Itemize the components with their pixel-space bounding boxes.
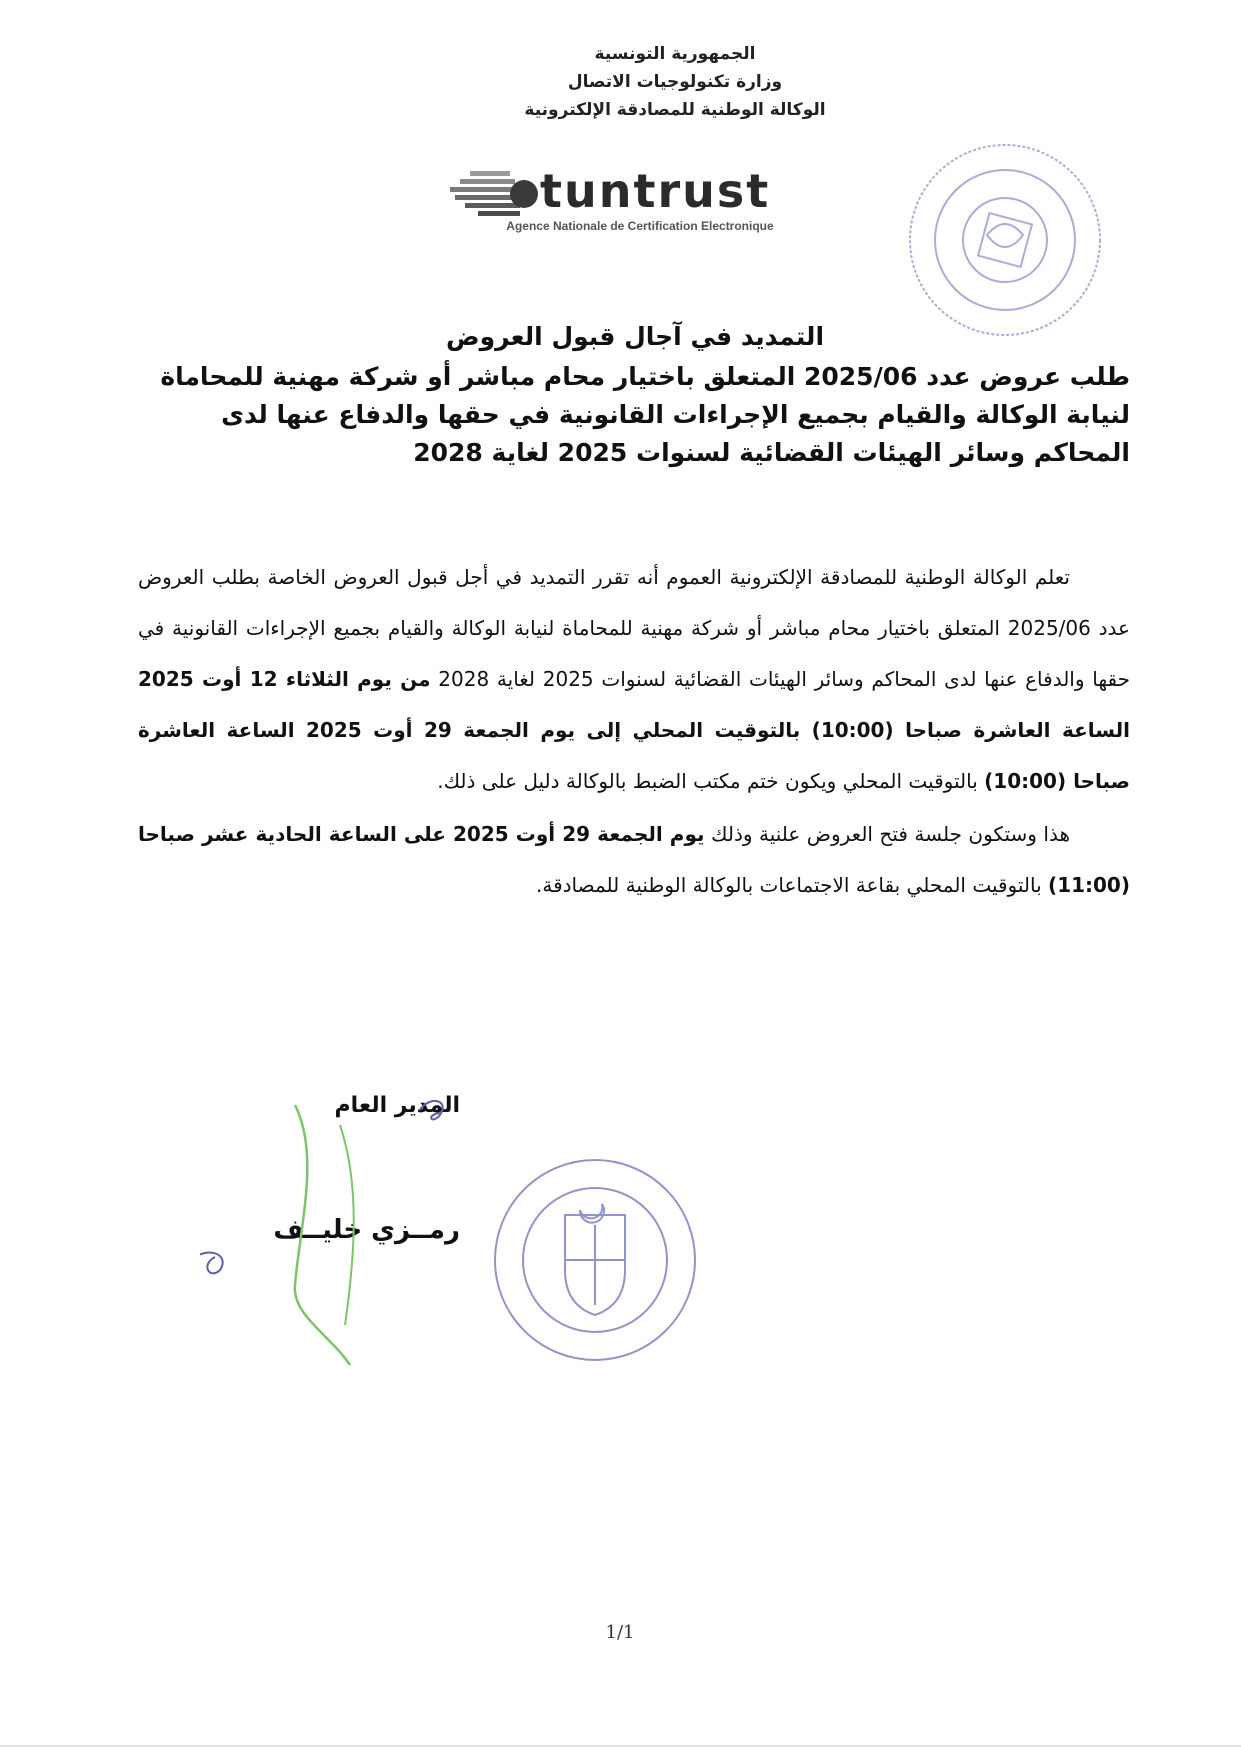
letterhead	[380, 40, 970, 124]
notice-title: التمديد في آجال قبول العروض	[445, 322, 825, 351]
paragraph-1-dates: من يوم الثلاثاء 12 أوت 2025 الساعة العاشرة صباحا (10:00) بالتوقيت المحلي إلى يوم الجمعة 29 أوت 2025 الساعة العاشرة صباحا (10:00)	[138, 667, 1130, 793]
letterhead-country: الجمهورية التونسية	[594, 44, 756, 64]
signatory-name: رمــزي خليــف	[273, 1215, 460, 1245]
notice-body	[138, 552, 1130, 911]
logo-wordmark: tuntrust	[540, 164, 771, 218]
notice-paragraph-1	[138, 552, 1130, 807]
logo-tagline: Agence Nationale de Certification Electronique	[506, 219, 774, 233]
logo-speed-lines-icon	[440, 169, 540, 219]
paragraph-2-closing: بالتوقيت المحلي بقاعة الاجتماعات بالوكالة الوطنية للمصادقة.	[535, 873, 1042, 897]
paragraph-1-closing: بالتوقيت المحلي ويكون ختم مكتب الضبط بالوكالة دليل على ذلك.	[437, 769, 978, 793]
tuntrust-logo	[440, 165, 840, 240]
notice-title-block	[140, 318, 1130, 472]
paragraph-2-date: يوم الجمعة 29 أوت 2025 على الساعة الحادية عشر صباحا (11:00)	[138, 822, 1130, 897]
page-number: 1/1	[605, 1622, 635, 1643]
paragraph-1-text: تعلم الوكالة الوطنية للمصادقة الإلكترونية العموم أنه تقرر التمديد في أجل قبول العروض الخاصة بطلب العروض عدد 2025/06 المتعلق باختيار محام مباشر أو شركة مهنية للمحاماة لنيابة الوكالة والقيام بجميع الإجراءات القانونية في حقها والدفاع عنها لدى المحاكم وسائر الهيئات القضائية لسنوات 2025 لغاية 2028	[138, 565, 1131, 691]
notice-subtitle: طلب عروض عدد 2025/06 المتعلق باختيار محام مباشر أو شركة مهنية للمحاماة لنيابة الوكالة والقيام بجميع الإجراءات القانونية في حقها والدفاع عنها لدى المحاكم وسائر الهيئات القضائية لسنوات 2025 لغاية 2028	[160, 362, 1130, 467]
bottom-divider	[0, 1745, 1241, 1747]
notice-paragraph-2	[138, 809, 1130, 911]
paragraph-2-text: هذا وستكون جلسة فتح العروض علنية وذلك	[711, 822, 1070, 846]
letterhead-agency: الوكالة الوطنية للمصادقة الإلكترونية	[524, 100, 826, 120]
ministry-round-stamp-icon	[485, 1150, 705, 1370]
signatory-title: المدير العام	[334, 1093, 460, 1118]
letterhead-ministry: وزارة تكنولوجيات الاتصال	[567, 72, 783, 92]
agency-round-stamp-icon	[905, 140, 1105, 340]
